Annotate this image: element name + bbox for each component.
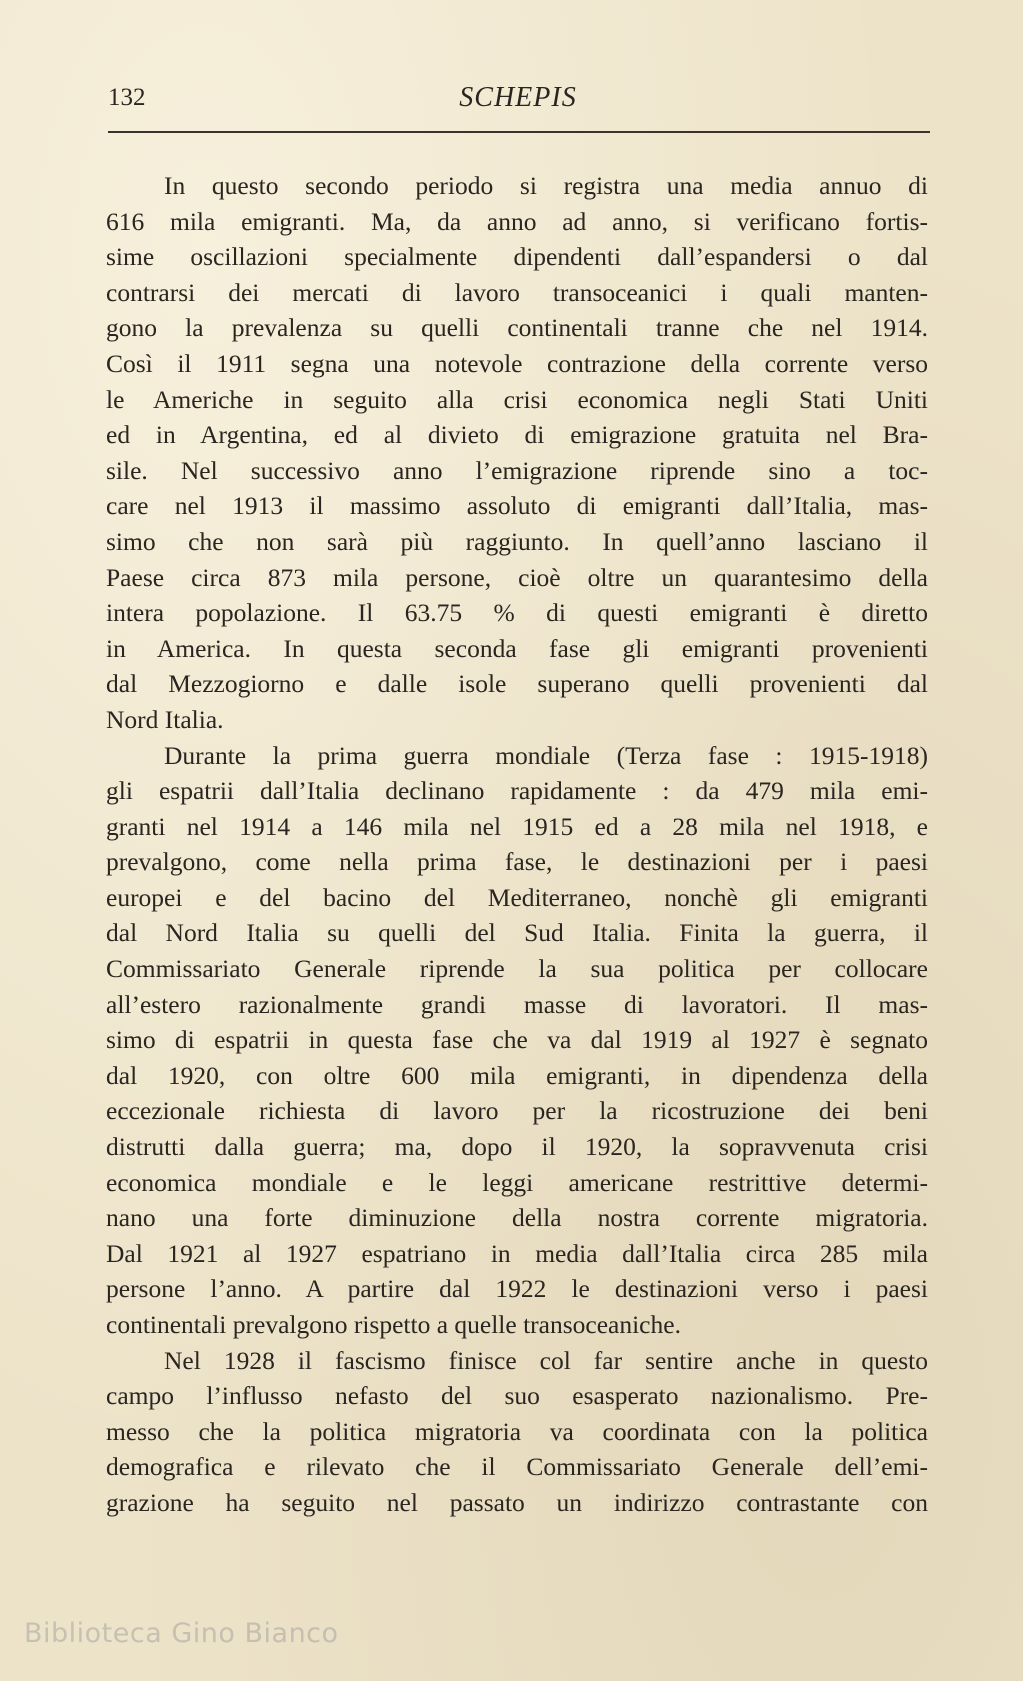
text-line: Nord Italia. bbox=[106, 704, 224, 734]
text-line: nano una forte diminuzione della nostra corrente migratoria. bbox=[106, 1203, 928, 1233]
text-line: grazione ha seguito nel passato un indirizzo contrastante con bbox=[106, 1487, 928, 1517]
text-line: distrutti dalla guerra; ma, dopo il 1920, la sopravvenuta crisi bbox=[106, 1132, 928, 1162]
text-line: granti nel 1914 a 146 mila nel 1915 ed a 28 mila nel 1918, e bbox=[106, 811, 928, 841]
text-line: Così il 1911 segna una notevole contrazione della corrente verso bbox=[106, 348, 928, 378]
body-text bbox=[106, 168, 928, 1521]
text-line: sile. Nel successivo anno l’emigrazione riprende sino a toc- bbox=[106, 455, 928, 485]
text-line: campo l’influsso nefasto del suo esasperato nazionalismo. Pre- bbox=[106, 1381, 928, 1411]
text-line: dal Nord Italia su quelli del Sud Italia. Finita la guerra, il bbox=[106, 918, 928, 948]
text-line: europei e del bacino del Mediterraneo, nonchè gli emigranti bbox=[106, 882, 928, 912]
text-line: Durante la prima guerra mondiale (Terza fase : 1915-1918) bbox=[164, 740, 928, 770]
text-line: messo che la politica migratoria va coordinata con la politica bbox=[106, 1416, 928, 1446]
library-watermark: Biblioteca Gino Bianco bbox=[24, 1618, 339, 1649]
text-line: simo di espatrii in questa fase che va dal 1919 al 1927 è segnato bbox=[106, 1025, 928, 1055]
page-header bbox=[108, 78, 928, 118]
text-line: 616 mila emigranti. Ma, da anno ad anno, si verificano fortis- bbox=[106, 206, 928, 236]
text-line: Paese circa 873 mila persone, cioè oltre un quarantesimo della bbox=[106, 562, 928, 592]
header-rule bbox=[108, 131, 930, 133]
text-line: Nel 1928 il fascismo finisce col far sentire anche in questo bbox=[164, 1345, 928, 1375]
text-line: Dal 1921 al 1927 espatriano in media dall’Italia circa 285 mila bbox=[106, 1238, 928, 1268]
text-line: simo che non sarà più raggiunto. In quell’anno lasciano il bbox=[106, 526, 928, 556]
text-line: in America. In questa seconda fase gli emigranti provenienti bbox=[106, 633, 928, 663]
text-line: intera popolazione. Il 63.75 % di questi emigranti è diretto bbox=[106, 598, 928, 628]
page-number: 132 bbox=[108, 84, 146, 111]
text-line: economica mondiale e le leggi americane restrittive determi- bbox=[106, 1167, 928, 1197]
text-line: le Americhe in seguito alla crisi economica negli Stati Uniti bbox=[106, 384, 928, 414]
text-line: all’estero razionalmente grandi masse di lavoratori. Il mas- bbox=[106, 989, 928, 1019]
text-line: Commissariato Generale riprende la sua politica per collocare bbox=[106, 954, 928, 984]
text-line: care nel 1913 il massimo assoluto di emigranti dall’Italia, mas- bbox=[106, 491, 928, 521]
running-head: SCHEPIS bbox=[459, 82, 577, 113]
text-line: demografica e rilevato che il Commissariato Generale dell’emi- bbox=[106, 1452, 928, 1482]
text-line: ed in Argentina, ed al divieto di emigrazione gratuita nel Bra- bbox=[106, 420, 928, 450]
text-line: dal Mezzogiorno e dalle isole superano quelli provenienti dal bbox=[106, 669, 928, 699]
text-line: gono la prevalenza su quelli continentali tranne che nel 1914. bbox=[106, 313, 928, 343]
text-line: gli espatrii dall’Italia declinano rapidamente : da 479 mila emi- bbox=[106, 776, 928, 806]
text-line: continentali prevalgono rispetto a quelle transoceaniche. bbox=[106, 1310, 681, 1339]
text-line: persone l’anno. A partire dal 1922 le destinazioni verso i paesi bbox=[106, 1274, 928, 1304]
text-line: In questo secondo periodo si registra una media annuo di bbox=[164, 171, 928, 200]
text-line: dal 1920, con oltre 600 mila emigranti, in dipendenza della bbox=[106, 1060, 928, 1090]
text-line: prevalgono, come nella prima fase, le destinazioni per i paesi bbox=[106, 847, 928, 877]
text-line: eccezionale richiesta di lavoro per la ricostruzione dei beni bbox=[106, 1096, 928, 1126]
text-line: contrarsi dei mercati di lavoro transoceanici i quali manten- bbox=[106, 277, 928, 307]
text-line: sime oscillazioni specialmente dipendenti dall’espandersi o dal bbox=[106, 242, 928, 272]
